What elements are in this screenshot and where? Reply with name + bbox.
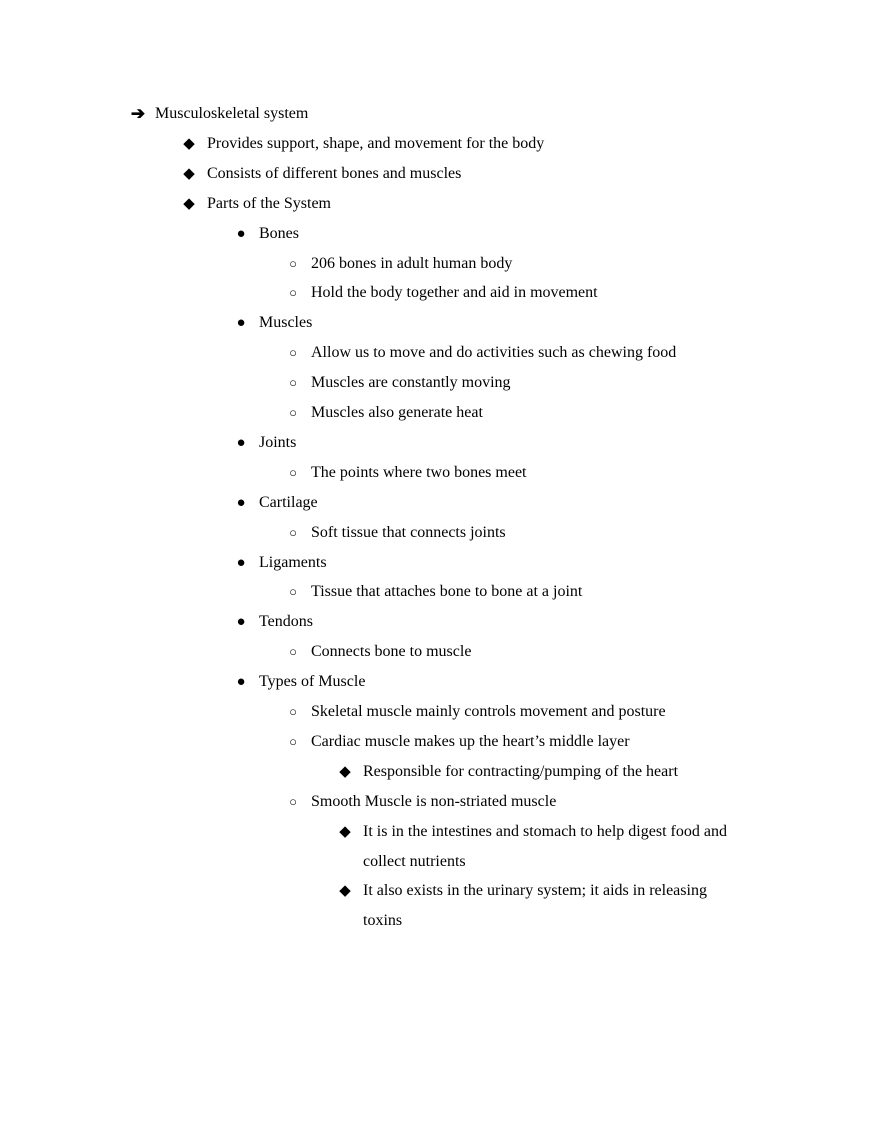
circle-bullet-icon: ○ bbox=[289, 524, 297, 540]
outline-item-level-2: Bones bbox=[259, 224, 299, 242]
circle-bullet-icon: ○ bbox=[289, 464, 297, 480]
circle-bullet-icon: ○ bbox=[289, 584, 297, 600]
outline-item-level-2: Muscles bbox=[259, 314, 313, 332]
outline-item-level-2: Tendons bbox=[259, 613, 313, 631]
diamond-bullet-icon: ◆ bbox=[183, 165, 195, 182]
outline-item-level-4: It is in the intestines and stomach to help digest food and bbox=[363, 822, 727, 840]
outline-item-level-4: toxins bbox=[363, 912, 403, 930]
outline-item-level-4: Responsible for contracting/pumping of the heart bbox=[363, 762, 679, 780]
outline-item-level-3: Allow us to move and do activities such as chewing food bbox=[311, 344, 677, 362]
outline-item-level-3: Hold the body together and aid in movement bbox=[311, 284, 598, 302]
circle-bullet-icon: ○ bbox=[289, 644, 297, 660]
outline-item-level-3: The points where two bones meet bbox=[311, 463, 527, 481]
circle-bullet-icon: ○ bbox=[289, 793, 297, 809]
outline-item-level-3: Smooth Muscle is non-striated muscle bbox=[311, 792, 557, 810]
outline-item-level-3: Soft tissue that connects joints bbox=[311, 523, 506, 541]
diamond-bullet-icon: ◆ bbox=[183, 135, 195, 152]
outline-item-level-3: Skeletal muscle mainly controls movement and posture bbox=[311, 703, 666, 720]
circle-bullet-icon: ○ bbox=[289, 704, 297, 719]
outline-item-level-2: Ligaments bbox=[259, 553, 327, 571]
outline-item-level-3: Muscles also generate heat bbox=[311, 404, 483, 421]
outline-item-level-2: Cartilage bbox=[259, 493, 318, 511]
circle-bullet-icon: ○ bbox=[289, 285, 297, 301]
outline-item-level-4: collect nutrients bbox=[363, 852, 466, 870]
diamond-bullet-icon: ◆ bbox=[183, 195, 195, 212]
circle-bullet-icon: ○ bbox=[289, 345, 297, 361]
diamond-bullet-icon: ◆ bbox=[339, 883, 351, 900]
outline-item-level-3: Muscles are constantly moving bbox=[311, 374, 511, 392]
outline-item-level-0: Musculoskeletal system bbox=[155, 105, 309, 122]
outline-item-level-3: Connects bone to muscle bbox=[311, 643, 472, 661]
disc-bullet-icon: ● bbox=[236, 315, 246, 332]
disc-bullet-icon: ● bbox=[236, 554, 246, 571]
diamond-bullet-icon: ◆ bbox=[339, 763, 351, 780]
outline-item-level-1: Parts of the System bbox=[207, 194, 331, 212]
disc-bullet-icon: ● bbox=[236, 674, 246, 691]
disc-bullet-icon: ● bbox=[236, 614, 246, 631]
circle-bullet-icon: ○ bbox=[289, 733, 297, 749]
outline-item-level-3: Tissue that attaches bone to bone at a joint bbox=[311, 583, 583, 601]
outline-item-level-1: Consists of different bones and muscles bbox=[207, 164, 462, 182]
disc-bullet-icon: ● bbox=[236, 434, 246, 451]
disc-bullet-icon: ● bbox=[236, 225, 246, 242]
circle-bullet-icon: ○ bbox=[289, 405, 297, 420]
outline-item-level-4: It also exists in the urinary system; it aids in releasing bbox=[363, 882, 707, 900]
outline-item-level-2: Joints bbox=[259, 433, 297, 451]
circle-bullet-icon: ○ bbox=[289, 255, 297, 271]
outline-item-level-2: Types of Muscle bbox=[259, 673, 366, 691]
disc-bullet-icon: ● bbox=[236, 494, 246, 511]
arrow-bullet-icon: ➔ bbox=[130, 104, 146, 123]
circle-bullet-icon: ○ bbox=[289, 375, 297, 391]
outline-item-level-3: Cardiac muscle makes up the heart’s middle layer bbox=[311, 732, 630, 750]
diamond-bullet-icon: ◆ bbox=[339, 823, 351, 840]
outline-item-level-1: Provides support, shape, and movement for the body bbox=[207, 134, 545, 152]
outline-item-level-3: 206 bones in adult human body bbox=[311, 254, 513, 272]
